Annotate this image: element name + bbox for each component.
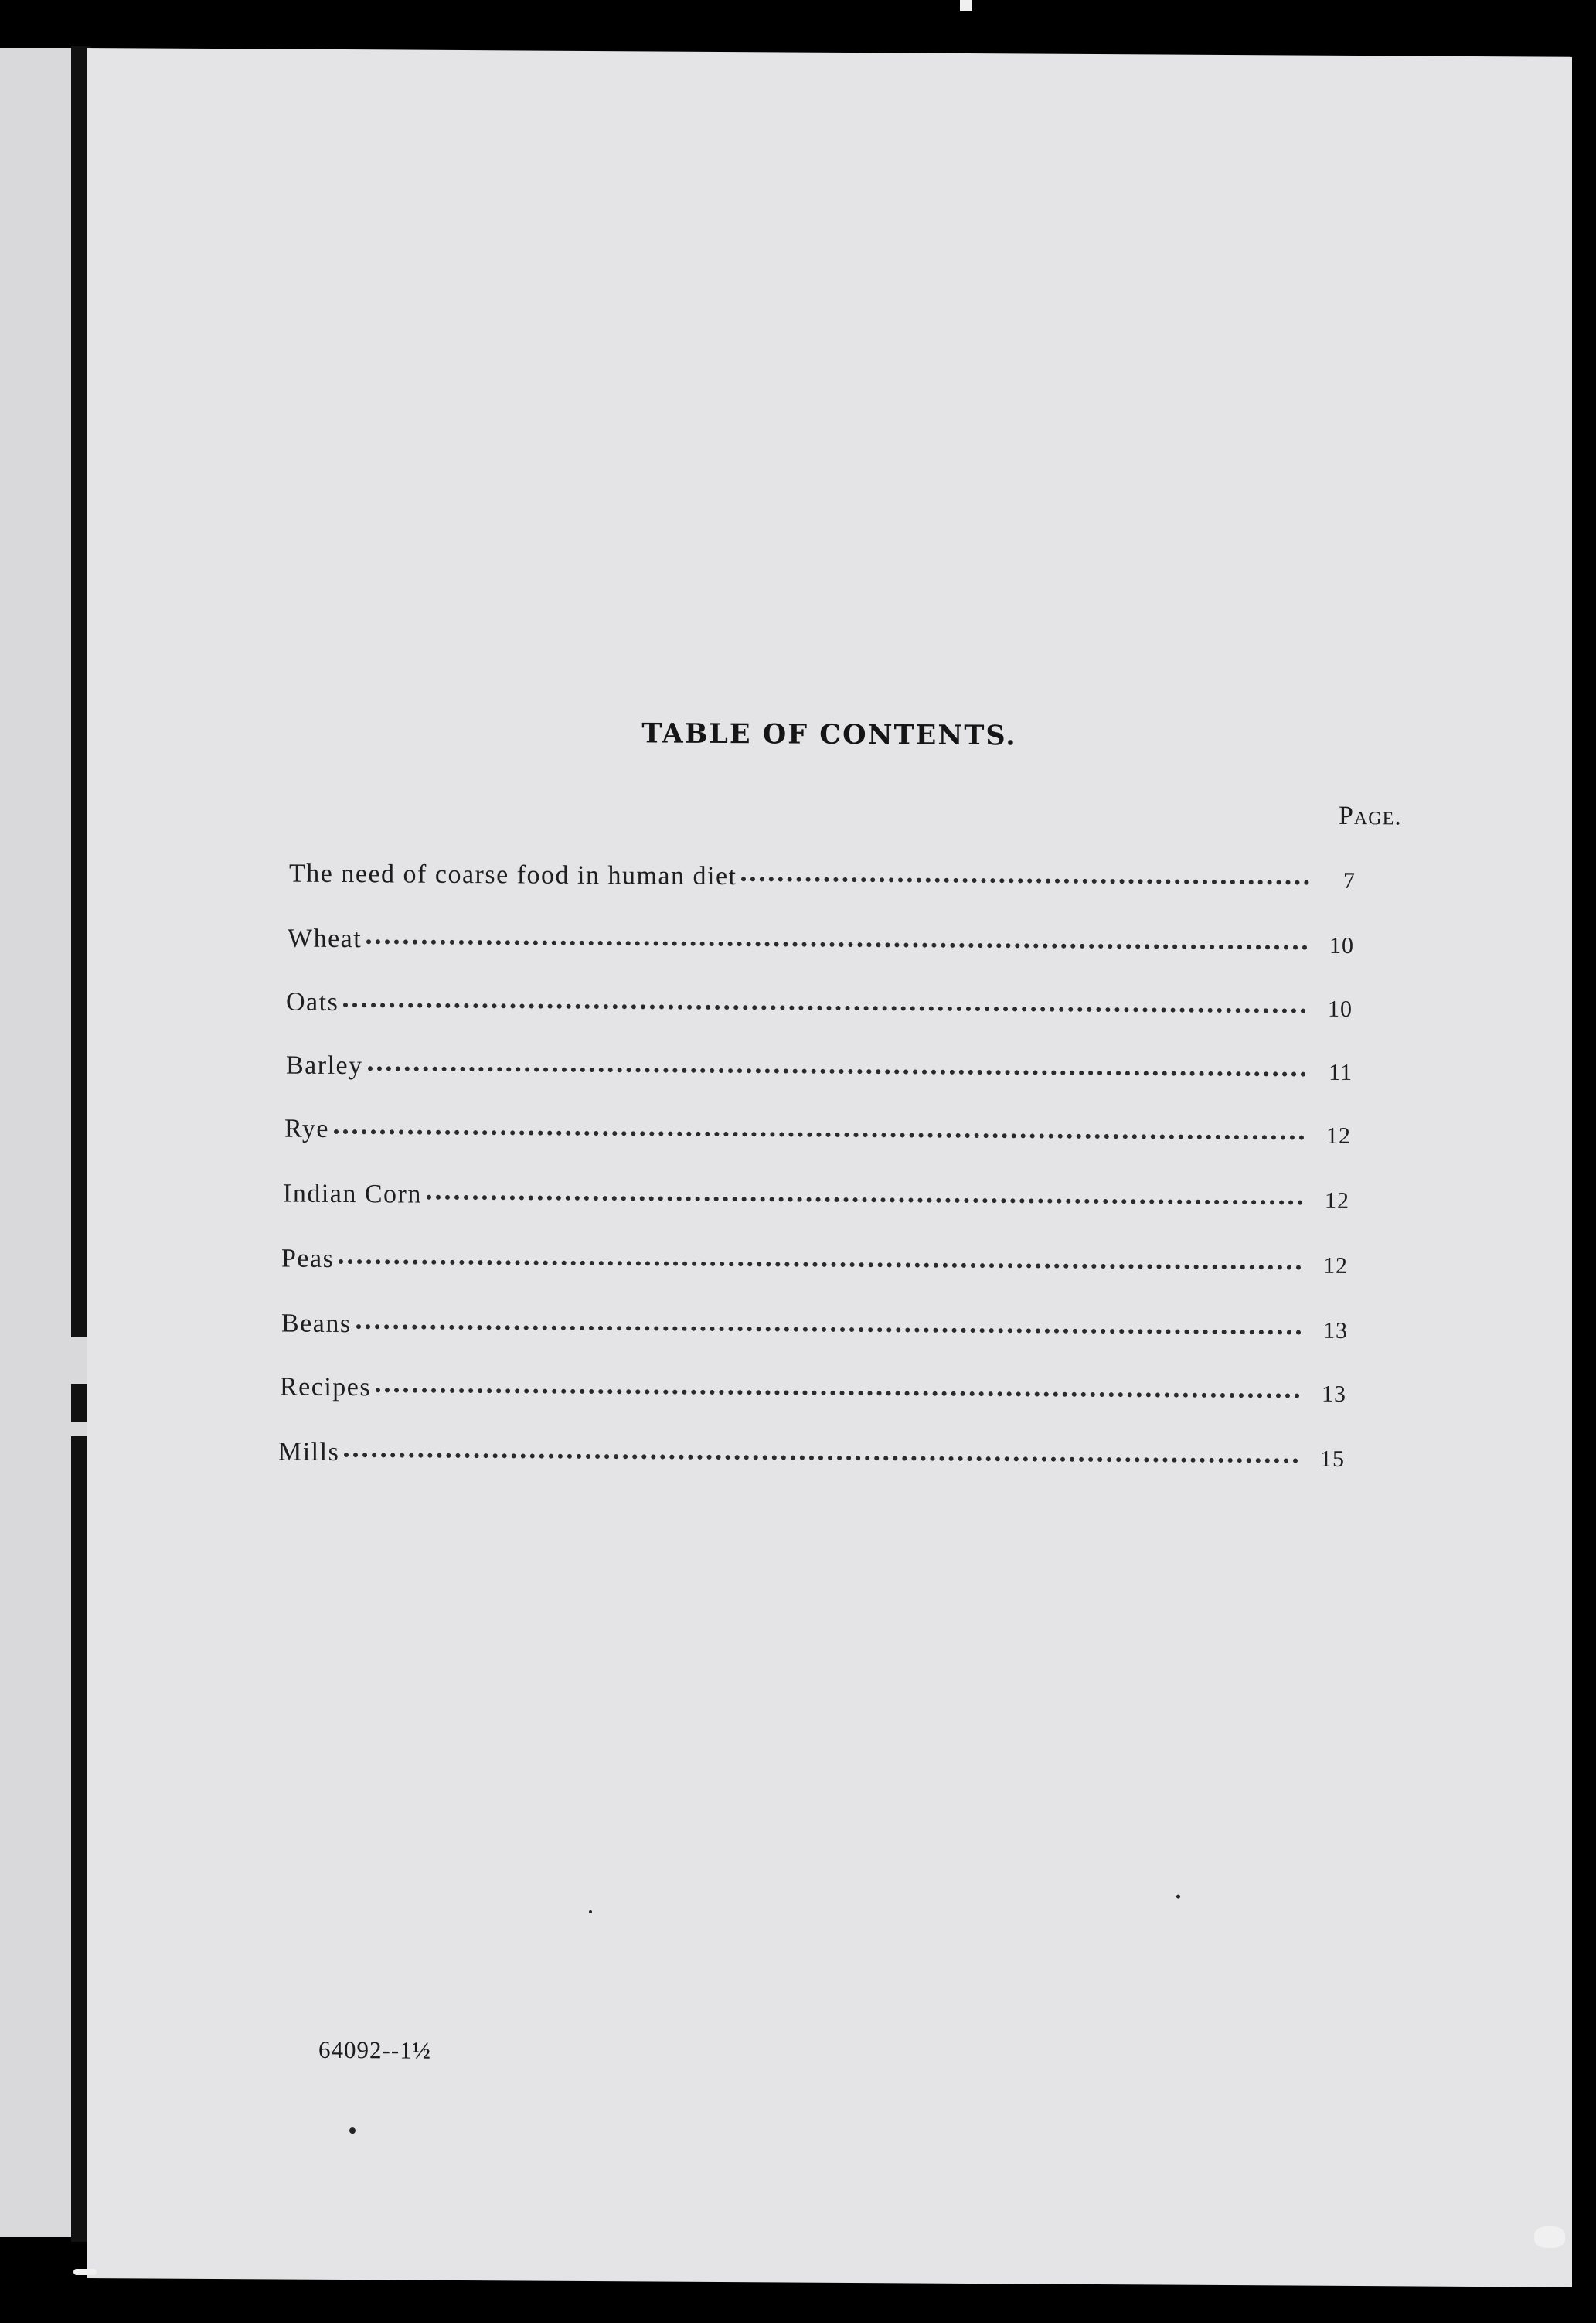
toc-entry-label: Recipes <box>280 1372 372 1402</box>
toc-entry-page: 12 <box>1323 1252 1348 1279</box>
toc-entry-label: Wheat <box>288 924 362 954</box>
print-code-fraction: ½ <box>412 2036 431 2064</box>
scan-artifact <box>1534 2226 1565 2248</box>
toc-entry-label: The need of coarse food in human diet <box>289 859 737 891</box>
toc-entry-label: Mills <box>278 1437 340 1466</box>
toc-entry <box>284 1115 1351 1160</box>
scan-speck <box>1176 1895 1180 1899</box>
page-column-header: Page. <box>1339 801 1402 831</box>
toc-entry-label: Rye <box>284 1114 329 1143</box>
print-code <box>318 2036 431 2065</box>
toc-entry <box>286 988 1353 1033</box>
toc-entry <box>286 1051 1353 1096</box>
toc-leader-dots <box>376 1388 1300 1398</box>
toc-entry-page: 12 <box>1325 1187 1349 1214</box>
toc-leader-dots <box>368 1066 1306 1076</box>
toc-entry <box>289 860 1356 904</box>
toc-entry <box>281 1245 1348 1289</box>
toc-entry <box>288 925 1354 969</box>
toc-entry-page: 10 <box>1328 996 1353 1023</box>
toc-leader-dots <box>343 1003 1306 1013</box>
toc-entry <box>283 1180 1349 1225</box>
toc-leader-dots <box>356 1324 1302 1334</box>
toc-leader-dots <box>741 877 1309 884</box>
toc-entry-page: 13 <box>1322 1381 1346 1407</box>
toc-entry-label: Peas <box>281 1244 335 1273</box>
toc-entry-page: 7 <box>1343 867 1356 894</box>
scan-speck <box>349 2127 356 2134</box>
scan-artifact <box>960 0 972 11</box>
toc-entry-page: 13 <box>1323 1317 1348 1344</box>
toc-entry <box>281 1310 1348 1354</box>
toc-entry-label: Indian Corn <box>283 1179 422 1209</box>
toc-entry-label: Barley <box>286 1051 363 1081</box>
toc-entry-page: 15 <box>1320 1446 1345 1472</box>
toc-leader-dots <box>334 1129 1305 1140</box>
facing-page-edge <box>0 48 77 2237</box>
toc-entry-page: 12 <box>1326 1122 1351 1149</box>
toc-entry-label: Beans <box>281 1309 352 1339</box>
toc-entry <box>280 1373 1346 1418</box>
print-code-number: 64092--1 <box>318 2035 413 2064</box>
scan-speck <box>589 1910 592 1913</box>
toc-leader-dots <box>344 1453 1298 1463</box>
toc-entry-page: 10 <box>1329 932 1354 959</box>
toc-entry <box>278 1438 1345 1483</box>
toc-title: TABLE OF CONTENTS. <box>641 717 1017 752</box>
document-page <box>87 48 1572 2287</box>
toc-entry-page: 11 <box>1329 1059 1353 1086</box>
toc-leader-dots <box>339 1259 1302 1270</box>
scan-artifact <box>73 2269 97 2275</box>
toc-entry-label: Oats <box>286 987 339 1017</box>
toc-leader-dots <box>366 939 1308 949</box>
toc-leader-dots <box>427 1195 1303 1205</box>
